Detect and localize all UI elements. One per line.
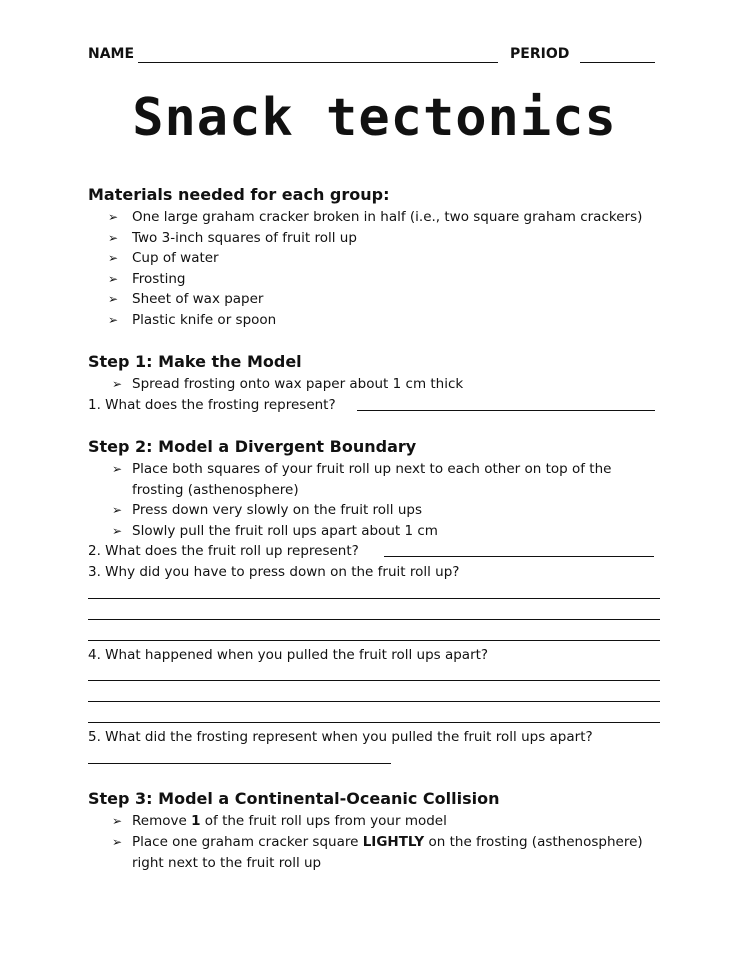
step2-heading: Step 2: Model a Divergent Boundary — [88, 437, 417, 456]
question-4: 4. What happened when you pulled the fruit roll ups apart? — [88, 647, 489, 663]
list-item: Spread frosting onto wax paper about 1 cm thick — [132, 376, 464, 392]
period-field[interactable] — [580, 62, 655, 63]
answer-line-3a[interactable] — [88, 598, 660, 599]
bullet-icon: ➢ — [112, 377, 123, 391]
bullet-icon: ➢ — [108, 313, 119, 327]
bullet-icon: ➢ — [108, 210, 119, 224]
list-item: Frosting — [132, 271, 186, 287]
step1-heading: Step 1: Make the Model — [88, 352, 302, 371]
list-item: Slowly pull the fruit roll ups apart about 1 cm — [132, 523, 438, 539]
step3-heading: Step 3: Model a Continental-Oceanic Collision — [88, 789, 500, 808]
answer-line-1[interactable] — [357, 410, 655, 411]
materials-heading: Materials needed for each group: — [88, 185, 390, 204]
answer-line-2[interactable] — [384, 556, 654, 557]
answer-line-4c[interactable] — [88, 722, 660, 723]
answer-line-4b[interactable] — [88, 701, 660, 702]
list-item: Press down very slowly on the fruit roll ups — [132, 502, 422, 518]
name-field[interactable] — [138, 62, 498, 63]
bullet-icon: ➢ — [108, 272, 119, 286]
answer-line-3c[interactable] — [88, 640, 660, 641]
list-item: Sheet of wax paper — [132, 291, 264, 307]
list-item: Remove 1 of the fruit roll ups from your model — [132, 813, 447, 829]
bullet-icon: ➢ — [108, 251, 119, 265]
bullet-icon: ➢ — [108, 231, 119, 245]
list-item: Place both squares of your fruit roll up next to each other on top of the — [132, 461, 612, 477]
question-3: 3. Why did you have to press down on the fruit roll up? — [88, 564, 460, 580]
period-label: PERIOD — [510, 46, 570, 62]
list-item-continued: frosting (asthenosphere) — [132, 482, 299, 498]
list-item: One large graham cracker broken in half (i.e., two square graham crackers) — [132, 209, 643, 225]
answer-line-3b[interactable] — [88, 619, 660, 620]
page-title: Snack tectonics — [132, 88, 617, 148]
question-1: 1. What does the frosting represent? — [88, 397, 336, 413]
bullet-icon: ➢ — [112, 524, 123, 538]
list-item: Cup of water — [132, 250, 219, 266]
list-item: Two 3-inch squares of fruit roll up — [132, 230, 357, 246]
bullet-icon: ➢ — [108, 292, 119, 306]
bullet-icon: ➢ — [112, 503, 123, 517]
question-5: 5. What did the frosting represent when you pulled the fruit roll ups apart? — [88, 729, 593, 745]
name-label: NAME — [88, 46, 135, 62]
bullet-icon: ➢ — [112, 462, 123, 476]
list-item: Plastic knife or spoon — [132, 312, 277, 328]
bullet-icon: ➢ — [112, 814, 123, 828]
question-2: 2. What does the fruit roll up represent? — [88, 543, 359, 559]
answer-line-4a[interactable] — [88, 680, 660, 681]
list-item: Place one graham cracker square LIGHTLY on the frosting (asthenosphere) — [132, 834, 643, 850]
bullet-icon: ➢ — [112, 835, 123, 849]
answer-line-5[interactable] — [88, 763, 391, 764]
list-item-continued: right next to the fruit roll up — [132, 855, 322, 871]
